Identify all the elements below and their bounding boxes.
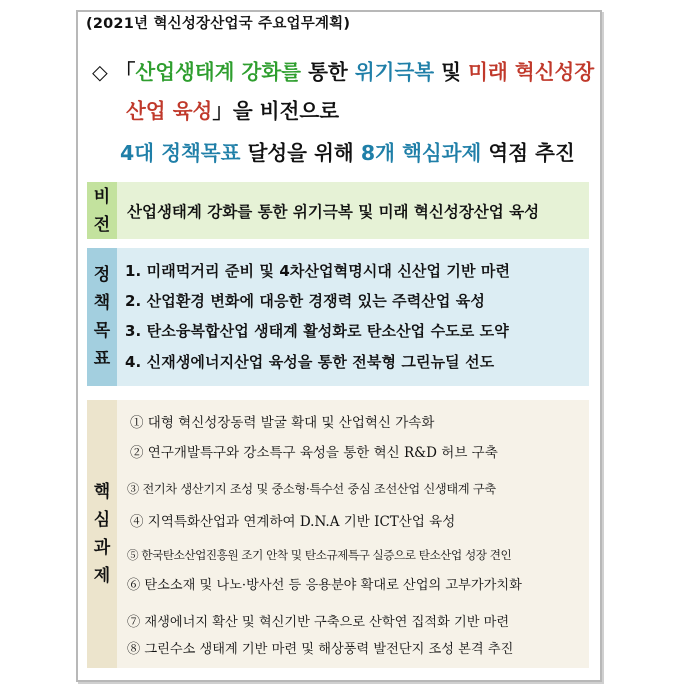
task-item: ③ 전기차 생산기지 조성 및 중소형·특수선 중심 조선산업 신생태계 구축 (127, 482, 496, 496)
intro-line-1: ◇ 「산업생태계 강화를 통한 위기극복 및 미래 혁신성장 (92, 60, 595, 84)
phrase-future: 미래 혁신성장 (468, 60, 595, 84)
phrase-ecosystem: 산업생태계 강화를 (135, 60, 301, 84)
goal-item: 3. 탄소융복합산업 생태계 활성화로 탄소산업 수도로 도약 (125, 322, 509, 340)
phrase-tasks: 8개 핵심과제 (360, 141, 482, 165)
task-item: ④ 지역특화산업과 연계하여 D.N.A 기반 ICT산업 육성 (130, 514, 456, 530)
diamond-bullet-icon: ◇ (92, 60, 108, 84)
vision-section (87, 182, 589, 239)
goal-item: 2. 산업환경 변화에 대응한 경쟁력 있는 주력산업 육성 (125, 292, 485, 310)
phrase-crisis: 위기극복 (354, 60, 435, 84)
intro-line-3: 4대 정책목표 달성을 위해 8개 핵심과제 역점 추진 (120, 141, 575, 165)
phrase-goals: 4대 정책목표 (120, 141, 241, 165)
goals-label: 정 책 목 표 (87, 248, 117, 386)
goal-item: 4. 신재생에너지산업 육성을 통한 전북형 그린뉴딜 선도 (125, 353, 495, 371)
task-item: ⑥ 탄소소재 및 나노·방사선 등 응용분야 확대로 산업의 고부가가치화 (127, 578, 522, 593)
task-item: ⑤ 한국탄소산업진흥원 조기 안착 및 탄소규제특구 실증으로 탄소산업 성장 견인 (127, 548, 512, 562)
goal-item: 1. 미래먹거리 준비 및 4차산업혁명시대 신산업 기반 마련 (125, 262, 511, 280)
page-header: (2021년 혁신성장산업국 주요업무계획) (86, 16, 351, 32)
goals-section (87, 248, 589, 386)
task-item: ① 대형 혁신성장동력 발굴 확대 및 산업혁신 가속화 (130, 415, 435, 431)
intro-line-2: 산업 육성」을 비전으로 (126, 99, 340, 123)
vision-text: 산업생태계 강화를 통한 위기극복 및 미래 혁신성장산업 육성 (127, 203, 540, 221)
task-item: ⑦ 재생에너지 확산 및 혁신기반 구축으로 산학연 집적화 기반 마련 (127, 615, 510, 630)
task-item: ② 연구개발특구와 강소특구 육성을 통한 혁신 R&D 허브 구축 (130, 445, 498, 461)
vision-label: 비 전 (87, 182, 117, 239)
task-item: ⑧ 그린수소 생태계 기반 마련 및 해상풍력 발전단지 조성 본격 추진 (127, 642, 514, 657)
tasks-label: 핵 심 과 제 (87, 400, 117, 668)
tasks-section (87, 400, 589, 668)
